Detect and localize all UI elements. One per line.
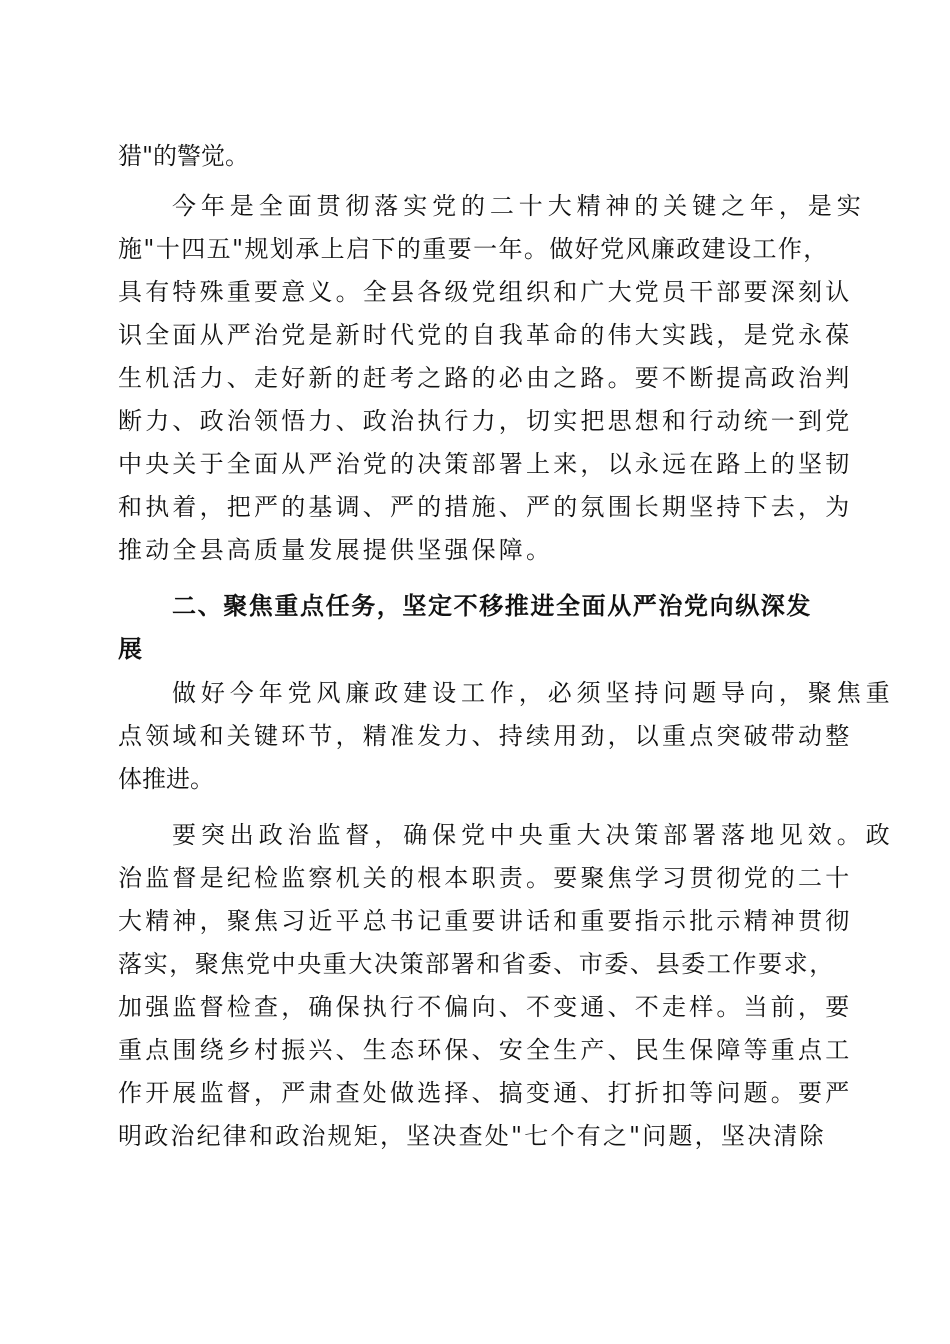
text-line: 推动全县高质量发展提供坚强保障。 [118, 536, 554, 564]
paragraph-first-line: 要突出政治监督，确保党中央重大决策部署落地见效。政 [172, 821, 895, 849]
text-line: 和执着，把严的基调、严的措施、严的氛围长期坚持下去，为 [118, 493, 853, 521]
text-line: 落实，聚焦党中央重大决策部署和省委、市委、县委工作要求， [118, 950, 835, 978]
paragraph-first-line: 今年是全面贯彻落实党的二十大精神的关键之年，是实 [172, 192, 866, 220]
text-line: 识全面从严治党是新时代党的自我革命的伟大实践，是党永葆 [118, 321, 853, 349]
text-line: 具有特殊重要意义。全县各级党组织和广大党员干部要深刻认 [118, 278, 853, 306]
text-line: 加强监督检查，确保执行不偏向、不变通、不走样。当前，要 [118, 993, 853, 1021]
text-line: 重点围绕乡村振兴、生态环保、安全生产、民生保障等重点工 [118, 1036, 853, 1064]
text-line: 作开展监督，严肃查处做选择、搞变通、打折扣等问题。要严 [118, 1079, 853, 1107]
text-line: 猎"的警觉。 [118, 142, 250, 170]
text-line: 施"十四五"规划承上启下的重要一年。做好党风廉政建设工作， [118, 235, 829, 263]
text-line: 断力、政治领悟力、政治执行力，切实把思想和行动统一到党 [118, 407, 853, 435]
text-line: 体推进。 [118, 765, 214, 793]
text-line: 中央关于全面从严治党的决策部署上来，以永远在路上的坚韧 [118, 450, 853, 478]
text-line: 生机活力、走好新的赶考之路的必由之路。要不断提高政治判 [118, 364, 853, 392]
section-heading: 二、聚焦重点任务，坚定不移推进全面从严治党向纵深发 [172, 592, 812, 620]
paragraph-first-line: 做好今年党风廉政建设工作，必须坚持问题导向，聚焦重 [172, 679, 895, 707]
text-line: 大精神，聚焦习近平总书记重要讲话和重要指示批示精神贯彻 [118, 907, 853, 935]
text-line: 明政治纪律和政治规矩，坚决查处"七个有之"问题，坚决清除 [118, 1122, 826, 1150]
text-line: 治监督是纪检监察机关的根本职责。要聚焦学习贯彻党的二十 [118, 864, 853, 892]
text-line: 点领域和关键环节，精准发力、持续用劲，以重点突破带动整 [118, 722, 853, 750]
section-heading-continuation: 展 [118, 635, 142, 663]
